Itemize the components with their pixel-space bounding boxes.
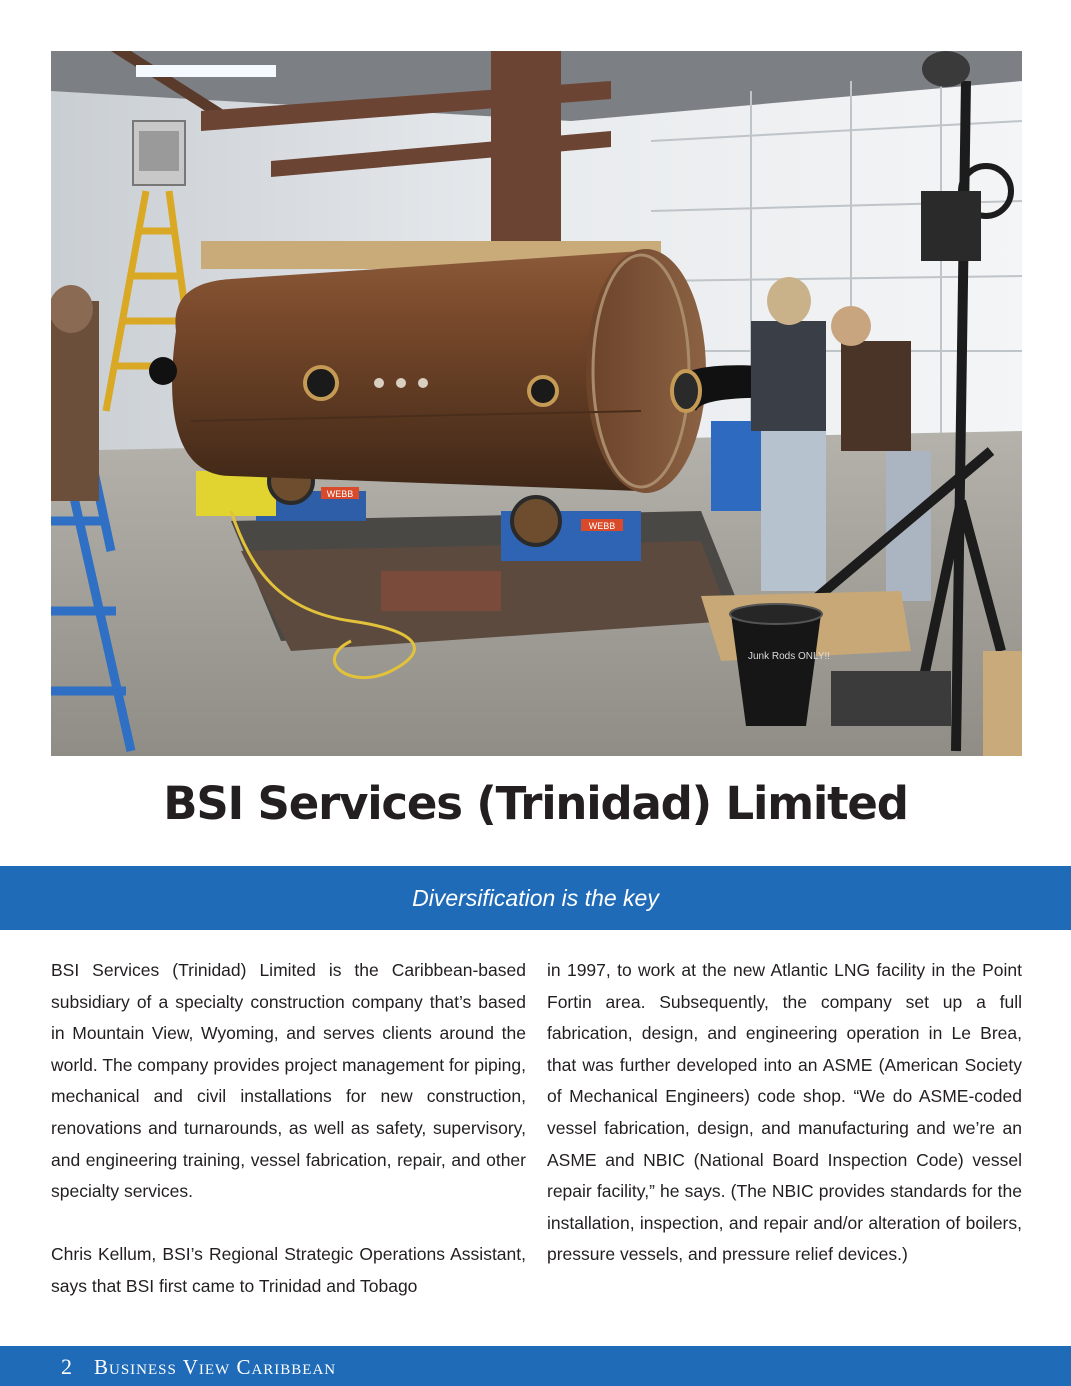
paragraph-kellum: Chris Kellum, BSI’s Regional Strategic Operations Assistant, says that BSI first came to Trinidad and Tobago — [51, 1244, 526, 1296]
article-photo — [51, 51, 1022, 756]
paragraph-history: in 1997, to work at the new Atlantic LNG facility in the Point Fortin area. Subsequently, the company set up a full fabrication, design, and engineering operation in Le Brea, that was further developed into an ASME (American Society of Mechanical Engineers) code shop. “We do ASME-coded vessel fabrication, design, and manufacturing and we’re an ASME and NBIC (National Board Inspection Code) vessel repair facility,” he says. (The NBIC provides standards for the installation, inspection, and repair and/or alteration of boilers, pressure vessels, and pressure relief devices.) — [547, 960, 1022, 1265]
pressure-vessel-photo — [51, 51, 1022, 756]
paragraph-intro: BSI Services (Trinidad) Limited is the Caribbean-based subsidiary of a specialty construction company that’s based in Mountain View, Wyoming, and serves clients around the world. The company provides project management for piping, mechanical and civil installations for new construction, renovations and turnarounds, as well as safety, supervisory, and engineering training, vessel fabrication, repair, and other specialty services. — [51, 960, 526, 1202]
subtitle-band — [0, 866, 1071, 930]
publication-name: Business View Caribbean — [94, 1355, 337, 1379]
page-number: 2 — [61, 1354, 72, 1379]
right-column — [547, 955, 1022, 1271]
article-title: BSI Services (Trinidad) Limited — [163, 777, 908, 830]
page-footer — [0, 1346, 1071, 1386]
webb-label-1: WEBB — [326, 489, 354, 499]
article-subtitle: Diversification is the key — [412, 885, 659, 911]
left-column — [51, 955, 526, 1303]
webb-label-2: WEBB — [588, 521, 616, 531]
bucket-label: Junk Rods ONLY!! — [748, 651, 831, 662]
